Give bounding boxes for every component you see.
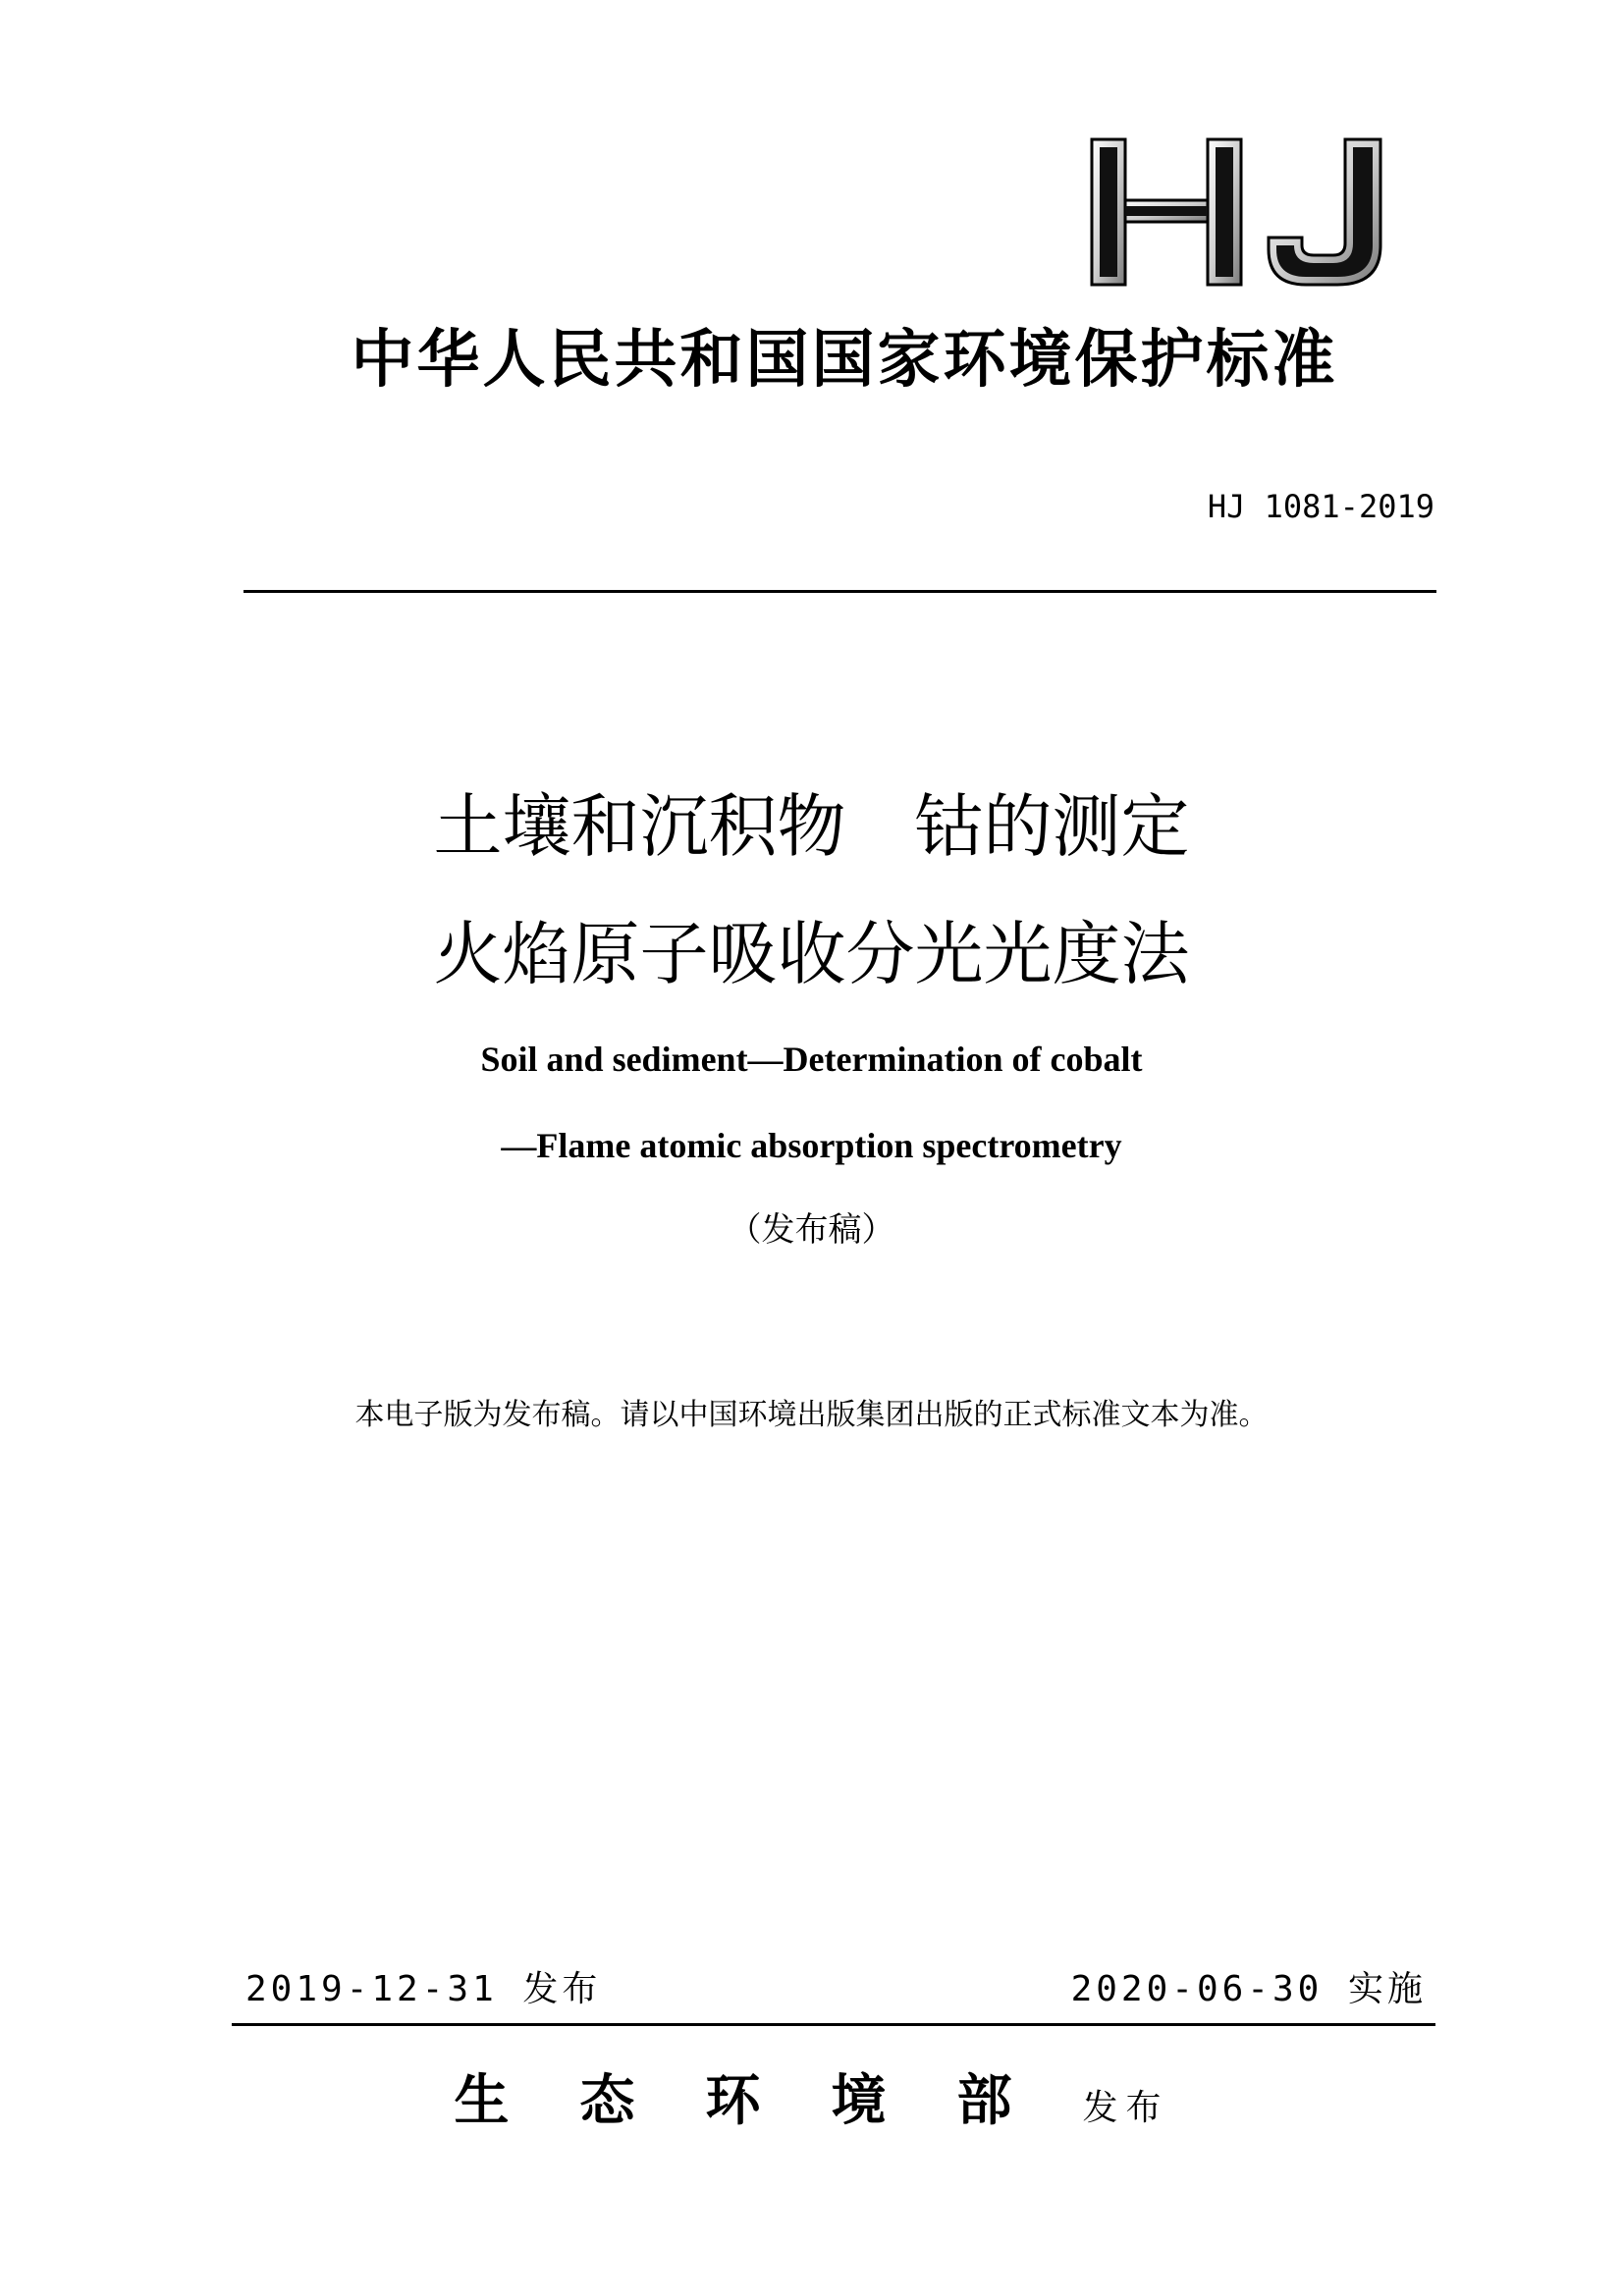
bottom-divider	[232, 2023, 1435, 2026]
draft-label: （发布稿）	[728, 1210, 895, 1250]
electronic-version-notice: 本电子版为发布稿。请以中国环境出版集团出版的正式标准文本为准。	[354, 1398, 1269, 1432]
top-divider	[243, 590, 1436, 593]
standard-code: HJ 1081-2019	[1207, 488, 1434, 525]
hj-logo-graphic	[1088, 135, 1384, 289]
issuer	[0, 2061, 1623, 2155]
issuer-suffix: 发布	[1082, 2088, 1169, 2128]
english-title-line-1: Soil and sediment—Determination of cobalt	[480, 1040, 1143, 1079]
issuer-name: 生态环境部	[454, 2068, 1083, 2133]
issue-date: 2019-12-31 发布	[245, 1969, 602, 2009]
chinese-title-line-2: 火焰原子吸收分光光度法	[433, 914, 1190, 994]
standard-category-title: 中华人民共和国国家环境保护标准	[351, 324, 1338, 397]
english-title-line-2: —Flame atomic absorption spectrometry	[501, 1126, 1122, 1165]
effective-date: 2020-06-30 实施	[1070, 1969, 1427, 2009]
chinese-title-line-1: 土壤和沉积物 钴的测定	[433, 786, 1190, 867]
hj-logo	[1088, 135, 1384, 289]
